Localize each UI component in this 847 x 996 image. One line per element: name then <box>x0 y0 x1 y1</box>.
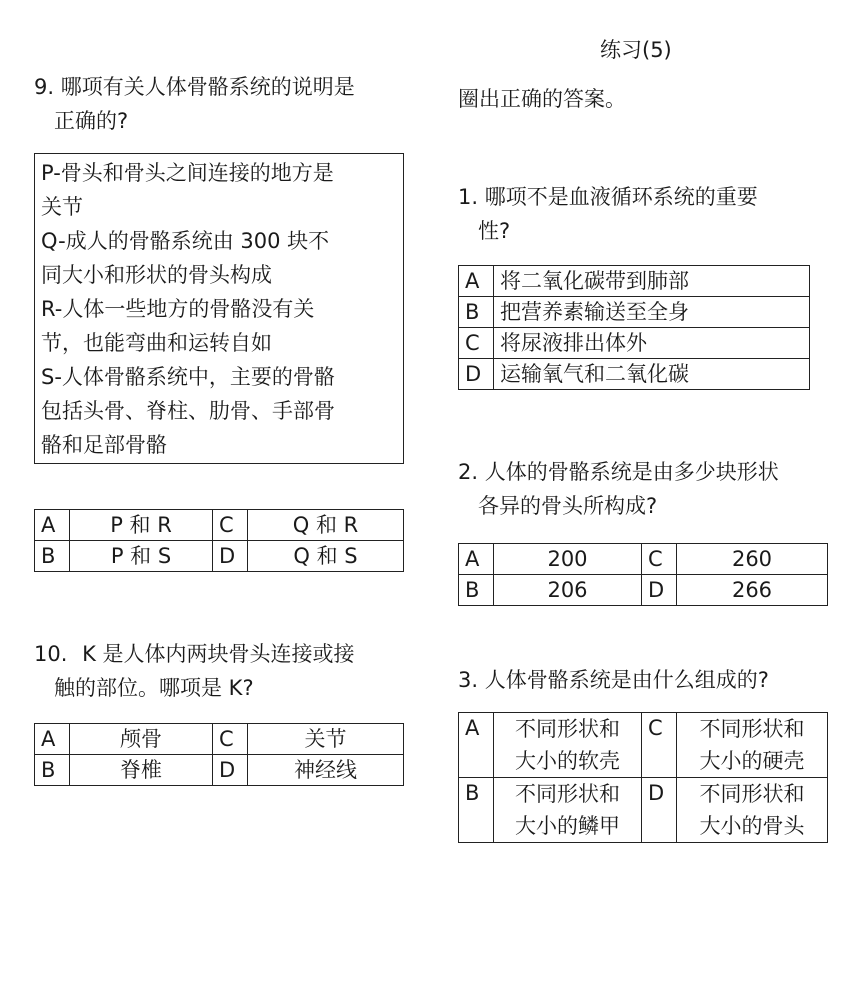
option-answer[interactable]: 将二氧化碳带到肺部 <box>494 266 810 297</box>
option-answer[interactable] <box>677 778 828 843</box>
option-answer-line: 不同形状和 <box>515 717 620 741</box>
option-answer[interactable]: P 和 R <box>70 510 213 541</box>
option-label[interactable]: D <box>642 778 677 843</box>
question-2-line2: 各异的骨头所构成? <box>478 494 658 518</box>
option-answer-line: 不同形状和 <box>699 717 805 741</box>
option-label[interactable]: D <box>213 541 248 572</box>
option-answer[interactable]: 260 <box>677 544 828 575</box>
statement-line: Q-成人的骨骼系统由 300 块不 <box>41 229 330 253</box>
option-answer-line: 不同形状和 <box>699 782 805 806</box>
option-answer-line: 大小的硬壳 <box>699 749 805 773</box>
option-answer[interactable]: 把营养素输送至全身 <box>494 297 810 328</box>
option-label[interactable]: C <box>459 328 494 359</box>
statement-line: 同大小和形状的骨头构成 <box>41 263 272 287</box>
option-label[interactable]: A <box>459 266 494 297</box>
option-answer-line: 大小的鳞甲 <box>515 814 620 838</box>
option-label[interactable]: A <box>35 724 70 755</box>
option-label[interactable]: B <box>459 297 494 328</box>
question-10-options-table <box>34 723 404 786</box>
option-answer-line: 大小的软壳 <box>515 749 620 773</box>
option-label[interactable]: D <box>459 359 494 390</box>
statement-line: 包括头骨、脊柱、肋骨、手部骨 <box>41 399 335 423</box>
option-label[interactable]: C <box>642 544 677 575</box>
question-1-number: 1. <box>458 185 479 209</box>
question-10-number: 10. <box>34 642 68 666</box>
option-label[interactable]: C <box>213 724 248 755</box>
option-answer-line: 不同形状和 <box>515 782 620 806</box>
option-answer[interactable] <box>494 713 642 778</box>
option-answer[interactable]: Q 和 R <box>248 510 404 541</box>
option-answer[interactable]: P 和 S <box>70 541 213 572</box>
option-label[interactable]: B <box>35 541 70 572</box>
question-10-line2: 触的部位。哪项是 K? <box>54 676 254 700</box>
page-title: 练习(5) <box>600 38 672 62</box>
question-3-line1: 人体骨骼系统是由什么组成的? <box>484 668 769 692</box>
question-9 <box>34 70 414 138</box>
option-label[interactable]: A <box>459 544 494 575</box>
question-1-options-table <box>458 265 810 390</box>
question-9-number: 9. <box>34 75 55 99</box>
question-2-line1: 人体的骨骼系统是由多少块形状 <box>484 460 779 484</box>
question-3 <box>458 663 843 697</box>
question-2-options-table <box>458 543 828 606</box>
option-answer[interactable]: 神经线 <box>248 755 404 786</box>
question-1 <box>458 180 838 248</box>
question-10 <box>34 637 424 705</box>
option-label[interactable]: C <box>642 713 677 778</box>
option-label[interactable]: A <box>459 713 494 778</box>
option-answer[interactable] <box>677 713 828 778</box>
statement-line: 关节 <box>41 195 83 219</box>
option-answer[interactable]: 266 <box>677 575 828 606</box>
option-label[interactable]: D <box>642 575 677 606</box>
question-10-line1: K 是人体内两块骨头连接或接 <box>82 642 355 666</box>
question-3-options-table <box>458 712 828 843</box>
option-label[interactable]: B <box>459 575 494 606</box>
statement-line: R-人体一些地方的骨骼没有关 <box>41 297 315 321</box>
option-answer-line: 大小的骨头 <box>699 814 805 838</box>
question-3-number: 3. <box>458 668 479 692</box>
statement-line: P-骨头和骨头之间连接的地方是 <box>41 161 334 185</box>
option-answer[interactable]: 206 <box>494 575 642 606</box>
option-answer[interactable]: 颅骨 <box>70 724 213 755</box>
option-label[interactable]: D <box>213 755 248 786</box>
option-answer[interactable]: 关节 <box>248 724 404 755</box>
option-answer[interactable]: 运输氧气和二氧化碳 <box>494 359 810 390</box>
option-answer[interactable]: 将尿液排出体外 <box>494 328 810 359</box>
question-9-line2: 正确的? <box>54 109 129 133</box>
option-label[interactable]: A <box>35 510 70 541</box>
question-1-line2: 性? <box>478 219 511 243</box>
statement-line: 节，也能弯曲和运转自如 <box>41 331 272 355</box>
statement-line: 骼和足部骨骼 <box>41 433 167 457</box>
option-label[interactable]: B <box>35 755 70 786</box>
question-2 <box>458 455 843 523</box>
question-9-options-table <box>34 509 404 572</box>
option-answer[interactable] <box>494 778 642 843</box>
statement-line: S-人体骨骼系统中，主要的骨骼 <box>41 365 335 389</box>
option-answer[interactable]: 脊椎 <box>70 755 213 786</box>
option-label[interactable]: B <box>459 778 494 843</box>
option-answer[interactable]: Q 和 S <box>248 541 404 572</box>
instruction-text: 圈出正确的答案。 <box>458 87 626 111</box>
question-9-statements-box <box>34 153 404 464</box>
question-1-line1: 哪项不是血液循环系统的重要 <box>484 185 758 209</box>
question-2-number: 2. <box>458 460 479 484</box>
option-answer[interactable]: 200 <box>494 544 642 575</box>
option-label[interactable]: C <box>213 510 248 541</box>
question-9-line1: 哪项有关人体骨骼系统的说明是 <box>60 75 355 99</box>
